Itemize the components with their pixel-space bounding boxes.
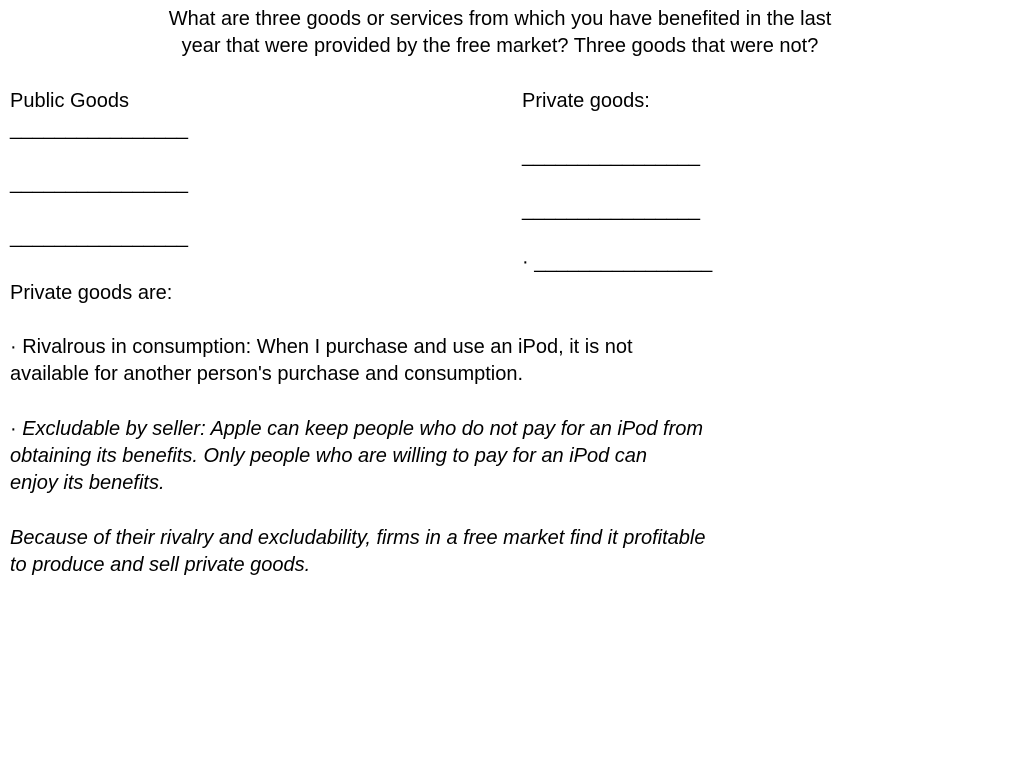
rivalrous-line-1: · Rivalrous in consumption: When I purchase and use an iPod, it is not bbox=[10, 336, 633, 358]
conclusion-line-2: to produce and sell private goods. bbox=[10, 554, 311, 576]
excludable-text-1: Excludable by seller: Apple can keep people who do not pay for an iPod from bbox=[22, 418, 704, 440]
question-line-1: What are three goods or services from which you have benefited in the last bbox=[168, 8, 832, 30]
excludable-line-1 bbox=[10, 416, 703, 443]
private-goods-definition-heading: Private goods are: bbox=[10, 282, 173, 304]
rivalrous-line-2: available for another person's purchase and consumption. bbox=[10, 363, 524, 385]
excludable-line-3: enjoy its benefits. bbox=[10, 472, 165, 494]
private-goods-blank-2: ________________ bbox=[522, 199, 700, 221]
public-goods-blank-2: ________________ bbox=[10, 172, 188, 194]
public-goods-blank-3: ________________ bbox=[10, 226, 188, 248]
private-goods-heading: Private goods: bbox=[522, 90, 650, 112]
private-goods-blank-1: ________________ bbox=[522, 145, 700, 167]
conclusion-line-1: Because of their rivalry and excludability, firms in a free market find it profitable bbox=[10, 527, 706, 549]
question-heading bbox=[0, 6, 1000, 60]
private-goods-blank-3: · ________________ bbox=[522, 251, 713, 273]
public-goods-blank-1: ________________ bbox=[10, 118, 188, 140]
question-line-2: year that were provided by the free market? Three goods that were not? bbox=[181, 35, 819, 57]
excludable-bullet: · bbox=[10, 418, 23, 440]
public-goods-heading: Public Goods bbox=[10, 90, 129, 112]
excludable-line-2: obtaining its benefits. Only people who are willing to pay for an iPod can bbox=[10, 445, 648, 467]
